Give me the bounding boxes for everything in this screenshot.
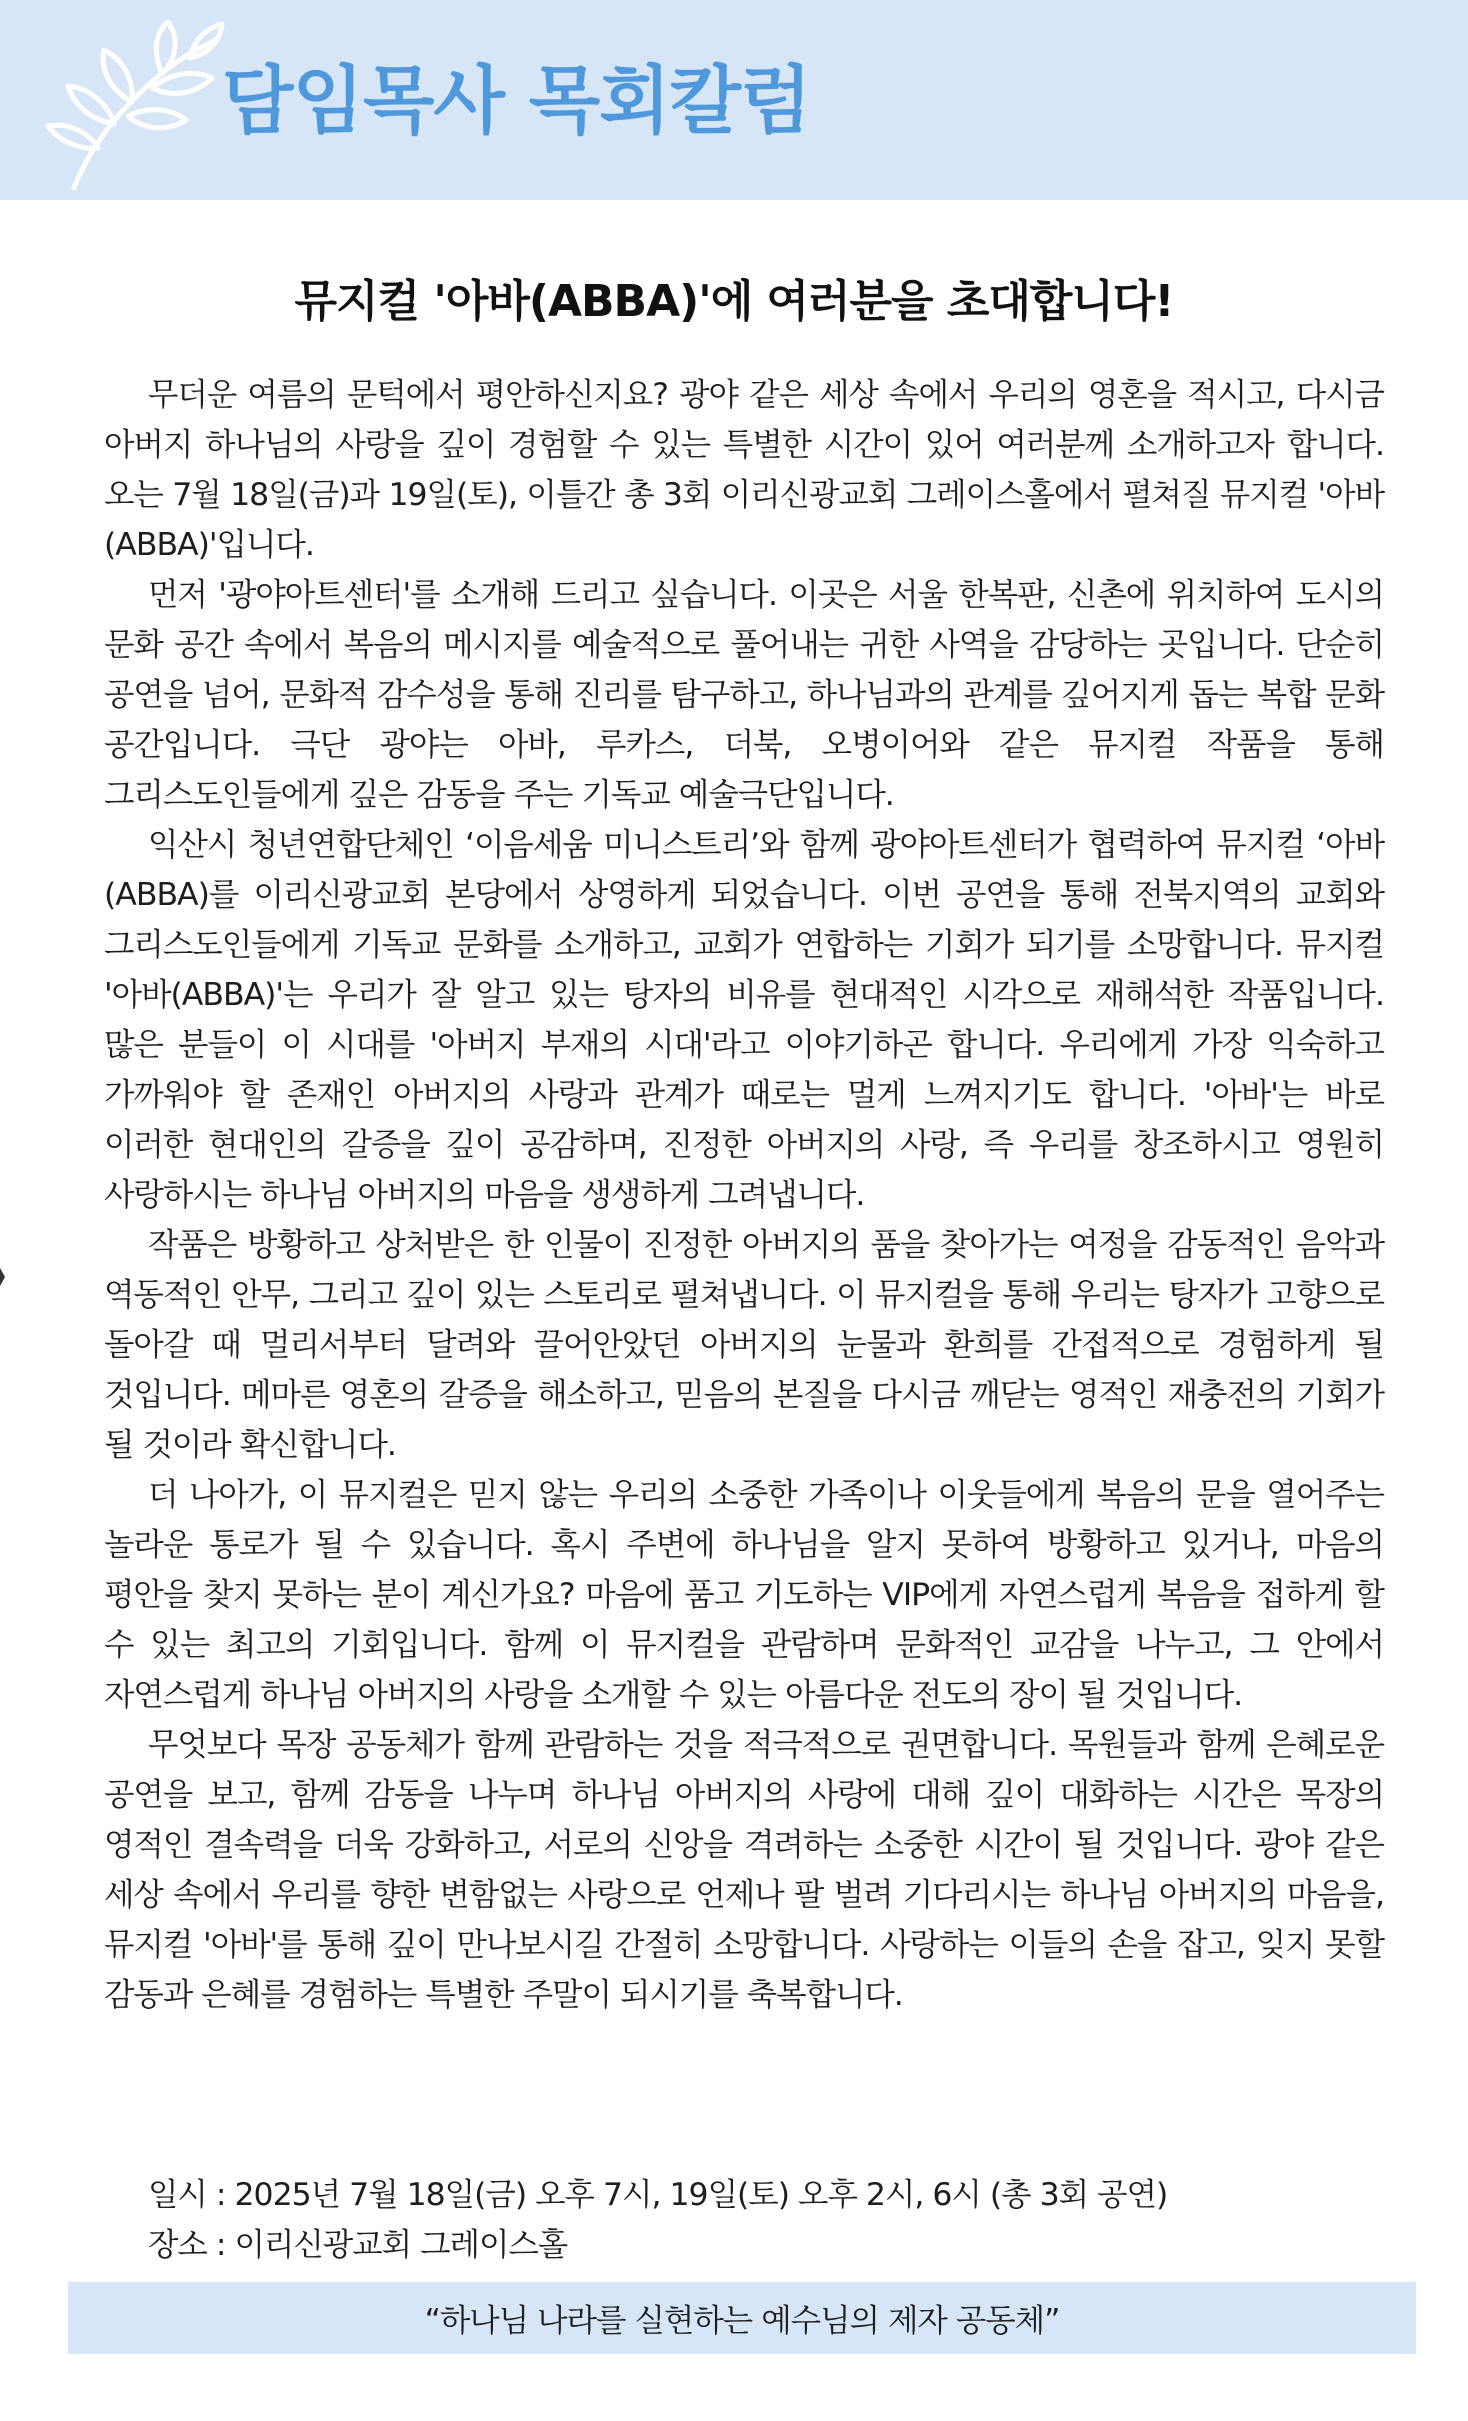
footer-banner — [68, 2282, 1416, 2354]
article-title: 뮤지컬 '아바(ABBA)'에 여러분을 초대합니다! — [294, 276, 1174, 327]
bracket-mark-icon — [0, 1268, 6, 1286]
paragraph: 무엇보다 목장 공동체가 함께 관람하는 것을 적극적으로 권면합니다. 목원들과 함께 은혜로운 공연을 보고, 함께 감동을 나누며 하나님 아버지의 사랑에 대해 깊이 대화하는 시간은 목장의 영적인 결속력을 더욱 강화하고, 서로의 신앙을 격려하는 소중한 시간이 될 것입니다. 광야 같은 세상 속에서 우리를 향한 변함없는 사랑으로 언제나 팔 벌려 기다리시는 하나님 아버지의 마음을, 뮤지컬 '아바'를 통해 깊이 만나보시길 간절히 소망합니다. 사랑하는 이들의 손을 잡고, 잊지 못할 감동과 은혜를 경험하는 특별한 주말이 되시기를 축복합니다. — [104, 1727, 1384, 2013]
event-place: 장소 : 이리신광교회 그레이스홀 — [148, 2227, 568, 2263]
paragraph: 익산시 청년연합단체인 ‘이음세움 미니스트리’와 함께 광야아트센터가 협력하여 뮤지컬 ‘아바(ABBA)를 이리신광교회 본당에서 상영하게 되었습니다. 이번 공연을 통해 전북지역의 교회와 그리스도인들에게 기독교 문화를 소개하고, 교회가 연합하는 기회가 되기를 소망합니다. 뮤지컬 '아바(ABBA)'는 우리가 잘 알고 있는 탕자의 비유를 현대적인 시각으로 재해석한 작품입니다. 많은 분들이 이 시대를 '아버지 부재의 시대'라고 이야기하곤 합니다. 우리에게 가장 익숙하고 가까워야 할 존재인 아버지의 사랑과 관계가 때로는 멀게 느껴지기도 합니다. '아바'는 바로 이러한 현대인의 갈증을 깊이 공감하며, 진정한 아버지의 사랑, 즉 우리를 창조하시고 영원히 사랑하시는 하나님 아버지의 마음을 생생하게 그려냅니다. — [104, 827, 1384, 1213]
church-motto: “하나님 나라를 실현하는 예수님의 제자 공동체” — [424, 2302, 1060, 2339]
leaf-branch-icon — [44, 20, 234, 190]
paragraph: 더 나아가, 이 뮤지컬은 믿지 않는 우리의 소중한 가족이나 이웃들에게 복음의 문을 열어주는 놀라운 통로가 될 수 있습니다. 혹시 주변에 하나님을 알지 못하여 방황하고 있거나, 마음의 평안을 찾지 못하는 분이 계신가요? 마음에 품고 기도하는 VIP에게 자연스럽게 복음을 접하게 할 수 있는 최고의 기회입니다. 함께 이 뮤지컬을 관람하며 문화적인 교감을 나누고, 그 안에서 자연스럽게 하나님 아버지의 사랑을 소개할 수 있는 아름다운 전도의 장이 될 것입니다. — [104, 1477, 1384, 1713]
header-banner — [0, 0, 1468, 200]
event-datetime: 일시 : 2025년 7월 18일(금) 오후 7시, 19일(토) 오후 2시, 6시 (총 3회 공연) — [148, 2177, 1168, 2213]
event-info — [148, 2170, 1408, 2270]
paragraph: 무더운 여름의 문턱에서 평안하신지요? 광야 같은 세상 속에서 우리의 영혼을 적시고, 다시금 아버지 하나님의 사랑을 깊이 경험할 수 있는 특별한 시간이 있어 여러분께 소개하고자 합니다. 오는 7월 18일(금)과 19일(토), 이틀간 총 3회 이리신광교회 그레이스홀에서 펼쳐질 뮤지컬 '아바(ABBA)'입니다. — [104, 377, 1384, 563]
column-title: 담임목사 목회칼럼 — [222, 58, 811, 144]
article-body — [104, 370, 1384, 2020]
paragraph: 작품은 방황하고 상처받은 한 인물이 진정한 아버지의 품을 찾아가는 여정을 감동적인 음악과 역동적인 안무, 그리고 깊이 있는 스토리로 펼쳐냅니다. 이 뮤지컬을 통해 우리는 탕자가 고향으로 돌아갈 때 멀리서부터 달려와 끌어안았던 아버지의 눈물과 환희를 간접적으로 경험하게 될 것입니다. 메마른 영혼의 갈증을 해소하고, 믿음의 본질을 다시금 깨닫는 영적인 재충전의 기회가 될 것이라 확신합니다. — [104, 1227, 1384, 1463]
paragraph: 먼저 '광야아트센터'를 소개해 드리고 싶습니다. 이곳은 서울 한복판, 신촌에 위치하여 도시의 문화 공간 속에서 복음의 메시지를 예술적으로 풀어내는 귀한 사역을 감당하는 곳입니다. 단순히 공연을 넘어, 문화적 감수성을 통해 진리를 탐구하고, 하나님과의 관계를 깊어지게 돕는 복합 문화 공간입니다. 극단 광야는 아바, 루카스, 더북, 오병이어와 같은 뮤지컬 작품을 통해 그리스도인들에게 깊은 감동을 주는 기독교 예술극단입니다. — [104, 577, 1384, 813]
